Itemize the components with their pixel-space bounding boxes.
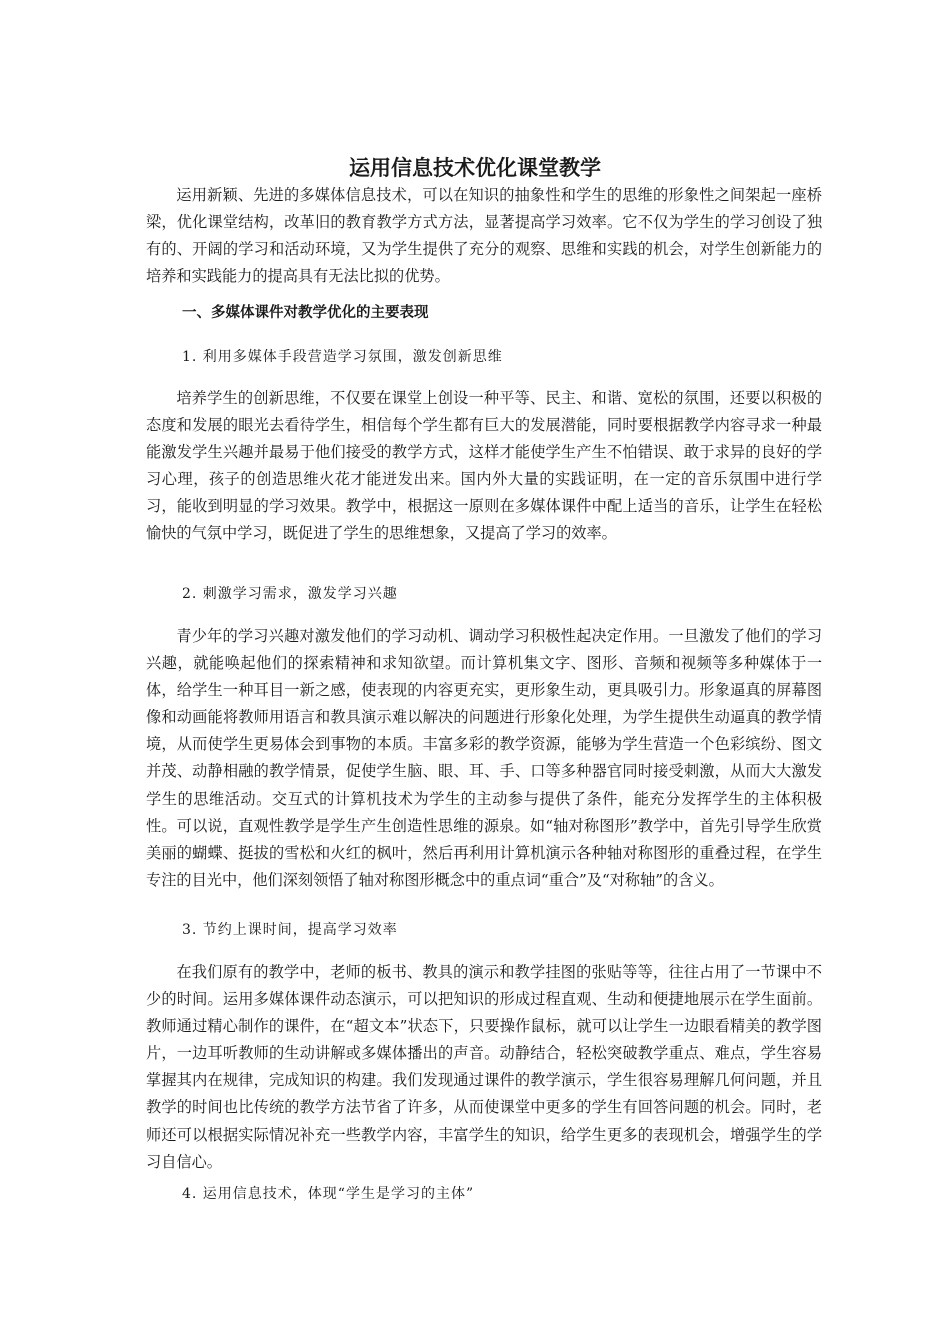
subsection-3-paragraph: 在我们原有的教学中，老师的板书、教具的演示和教学挂图的张贴等等，往往占用了一节课中不少的时间。运用多媒体课件动态演示，可以把知识的形成过程直观、生动和便捷地展示在学生面前。教师通过精心制作的课件，在“超文本”状态下，只要操作鼠标，就可以让学生一边眼看精美的教学图片，一边耳听教师的生动讲解或多媒体播出的声音。动静结合，轻松突破教学重点、难点，学生容易掌握其内在规律，完成知识的构建。我们发现通过课件的教学演示，学生很容易理解几何问题，并且教学的时间也比传统的教学方法节省了许多，从而使课堂中更多的学生有回答问题的机会。同时，老师还可以根据实际情况补充一些教学内容，丰富学生的知识，给学生更多的表现机会，增强学生的学习自信心。 bbox=[146, 963, 822, 1171]
subsection-heading-1: 1. 利用多媒体手段营造学习氛围，激发创新思维 bbox=[182, 349, 503, 365]
subsection-2-paragraph: 青少年的学习兴趣对激发他们的学习动机、调动学习积极性起决定作用。一旦激发了他们的学习兴趣，就能唤起他们的探索精神和求知欲望。而计算机集文字、图形、音频和视频等多种媒体于一体，给学生一种耳目一新之感，使表现的内容更充实，更形象生动，更具吸引力。形象逼真的屏幕图像和动画能将教师用语言和教具演示难以解决的问题进行形象化处理，为学生提供生动逼真的教学情境，从而使学生更易体会到事物的本质。丰富多彩的教学资源，能够为学生营造一个色彩缤纷、图文并茂、动静相融的教学情景，促使学生脑、眼、耳、手、口等多种器官同时接受刺激，从而大大激发学生的思维活动。交互式的计算机技术为学生的主动参与提供了条件，能充分发挥学生的主体积极性。可以说，直观性教学是学生产生创造性思维的源泉。如“轴对称图形”教学中，首先引导学生欣赏美丽的蝴蝶、挺拔的雪松和火红的枫叶，然后再利用计算机演示各种轴对称图形的重叠过程，在学生专注的目光中，他们深刻领悟了轴对称图形概念中的重点词“重合”及“对称轴”的含义。 bbox=[146, 627, 822, 889]
subsection-heading-4: 4. 运用信息技术，体现“学生是学习的主体” bbox=[182, 1186, 475, 1202]
subsection-heading-3: 3. 节约上课时间，提高学习效率 bbox=[182, 922, 398, 938]
subsection-1-paragraph: 培养学生的创新思维，不仅要在课堂上创设一种平等、民主、和谐、宽松的氛围，还要以积极的态度和发展的眼光去看待学生，相信每个学生都有巨大的发展潜能，同时要根据教学内容寻求一种最能激发学生兴趣并最易于他们接受的教学方式，这样才能使学生产生不怕错误、敢于求异的良好的学习心理，孩子的创造思维火花才能迸发出来。国内外大量的实践证明，在一定的音乐氛围中进行学习，能收到明显的学习效果。教学中，根据这一原则在多媒体课件中配上适当的音乐，让学生在轻松愉快的气氛中学习，既促进了学生的思维想象，又提高了学习的效率。 bbox=[146, 389, 822, 543]
subsection-heading-2: 2. 刺激学习需求，激发学习兴趣 bbox=[182, 586, 398, 602]
intro-paragraph: 运用新颖、先进的多媒体信息技术，可以在知识的抽象性和学生的思维的形象性之间架起一座桥梁，优化课堂结构，改革旧的教育教学方式方法，显著提高学习效率。它不仅为学生的学习创设了独有的、开阔的学习和活动环境，又为学生提供了充分的观察、思维和实践的机会，对学生创新能力的培养和实践能力的提高具有无法比拟的优势。 bbox=[146, 186, 822, 286]
section-heading-1: 一、多媒体课件对教学优化的主要表现 bbox=[182, 305, 429, 321]
document-title: 运用信息技术优化课堂教学 bbox=[349, 156, 601, 180]
